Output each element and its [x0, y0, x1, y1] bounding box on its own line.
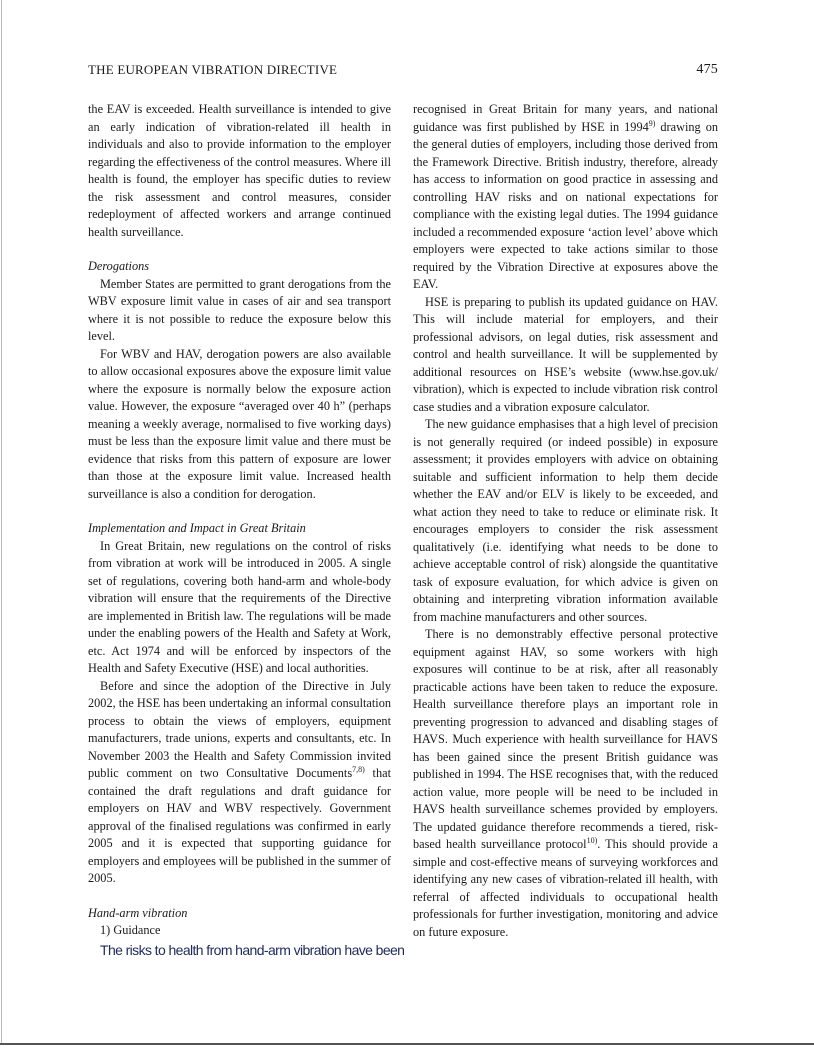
paragraph: In Great Britain, new regulations on the control of risks from vibration at work will be introduced in 2005. A single set of regulations, covering both hand-arm and whole-body vibration will ensure that the requirements of the Directive are implemented in British law. The regulations will be made under the enabling powers of the Health and Safety at Work, etc. Act 1974 and will be enforced by inspectors of the Health and Safety Executive (HSE) and local authorities.: [88, 538, 391, 675]
running-title: THE EUROPEAN VIBRATION DIRECTIVE: [88, 62, 338, 77]
paragraph-continued: The risks to health from hand-arm vibration have been: [100, 941, 405, 958]
paragraph: [88, 678, 391, 888]
page-edge-bottom: [0, 1043, 814, 1045]
section-heading-implementation: Implementation and Impact in Great Britain: [88, 521, 306, 535]
paragraph: [413, 101, 718, 294]
paragraph: Member States are permitted to grant derogations from the WBV exposure limit value in cases of air and sea transport where it is not possible to reduce the exposure below this level.: [88, 276, 391, 343]
paragraph: HSE is preparing to publish its updated guidance on HAV. This will include material for employers, and their professional advisors, on legal duties, risk assessment and control and health surveillance. It will be supplemented by additional resources on HSE’s website (www.hse.gov.uk/ vibration), which is expected to include vibration risk control case studies and a vibration exposure calculator.: [413, 294, 718, 414]
paragraph: the EAV is exceeded. Health surveillance is intended to give an early indication of vibration-related ill health in individuals and also to provide information to the employer regarding the effectiveness of the control measures. Where ill health is found, the employer has specific duties to review the risk assessment and control measures, consider redeployment of affected workers and arrange continued health surveillance.: [88, 102, 391, 239]
citation-superscript: 10): [586, 835, 598, 845]
paragraph: The new guidance emphasises that a high level of precision is not generally required (or indeed possible) in exposure assessment; it provides employers with advice on obtaining suitable and sufficient information to help them decide whether the EAV and/or ELV is likely to be exceeded, and what action they need to take to reduce or eliminate risk. It encourages employers to consider the risk assessment qualitatively (i.e. identifying what needs to be done to achieve acceptable control of risk) alongside the quantitative task of exposure evaluation, for which advice is given on obtaining and interpreting vibration information available from machine manufacturers and other sources.: [413, 417, 718, 624]
paragraph-text: drawing on the general duties of employers, including those derived from the Framework Directive. British industry, therefore, already has access to information on good practice in assessing and controlling HAV risks and on national expectations for compliance with the existing legal duties. The 1994 guidance included a recommended exposure ‘action level’ above which employers were expected to take actions similar to those required by the Vibration Directive at exposures above the EAV.: [413, 119, 718, 291]
page-header: [88, 62, 718, 80]
paragraph-text: . This should provide a simple and cost-effective means of surveying workforces and identifying any new cases of vibration-related ill health, with referral of affected individuals to occupational health professionals for further investigation, monitoring and advice on future exposure.: [413, 837, 719, 939]
paragraph-text: Before and since the adoption of the Directive in July 2002, the HSE has been undertaking an informal consultation process to obtain the views of employers, equipment manufacturers, trade unions, experts and consultants, etc. In November 2003 the Health and Safety Commission invited public comment on two Consultative Documents: [88, 678, 391, 780]
section-heading-hand-arm-vibration: Hand-arm vibration: [88, 905, 188, 920]
paragraph-text: There is no demonstrably effective personal protective equipment against HAV, so some workers with high exposures will continue to be at risk, after all reasonably practicable actions have been taken to reduce the exposure. Health surveillance therefore plays an important role in preventing progression to advanced and disabling stages of HAVS. Much experience with health surveillance for HAVS has been gained since the present British guidance was published in 1994. The HSE recognises that, with the reduced action value, more people will be need to be included in HAVS health surveillance schemes provided by employers. The updated guidance therefore recommends a tiered, risk-based health surveillance protocol: [413, 627, 718, 851]
section-heading-derogations: Derogations: [88, 259, 150, 273]
paragraph-text: recognised in Great Britain for many years, and national guidance was first published by HSE in 1994: [413, 102, 718, 134]
citation-superscript: 7,8): [352, 764, 365, 774]
page-number: 475: [696, 62, 718, 77]
subheading-guidance: 1) Guidance: [100, 923, 161, 937]
page-edge-left: [1, 0, 2, 1043]
paragraph: [413, 626, 718, 941]
paragraph-text: that contained the draft regulations and draft guidance for employers on HAV and WBV respectively. Government approval of the finalised regulations was confirmed in early 2005 and it is expected that supporting guidance for employers and employees will be published in the summer of 2005.: [88, 766, 391, 885]
citation-superscript: 9): [648, 118, 656, 128]
paragraph: For WBV and HAV, derogation powers are also available to allow occasional exposures above the exposure limit value where the exposure is normally below the exposure action value. However, the exposure “averaged over 40 h” (perhaps meaning a weekly average, normalised to five working days) must be less than the exposure limit value and there must be evidence that risks from this pattern of exposure are lower than those at the exposure limit value. Increased health surveillance is also a condition for derogation.: [88, 346, 391, 501]
right-column: [413, 101, 718, 941]
left-column: [88, 101, 405, 960]
